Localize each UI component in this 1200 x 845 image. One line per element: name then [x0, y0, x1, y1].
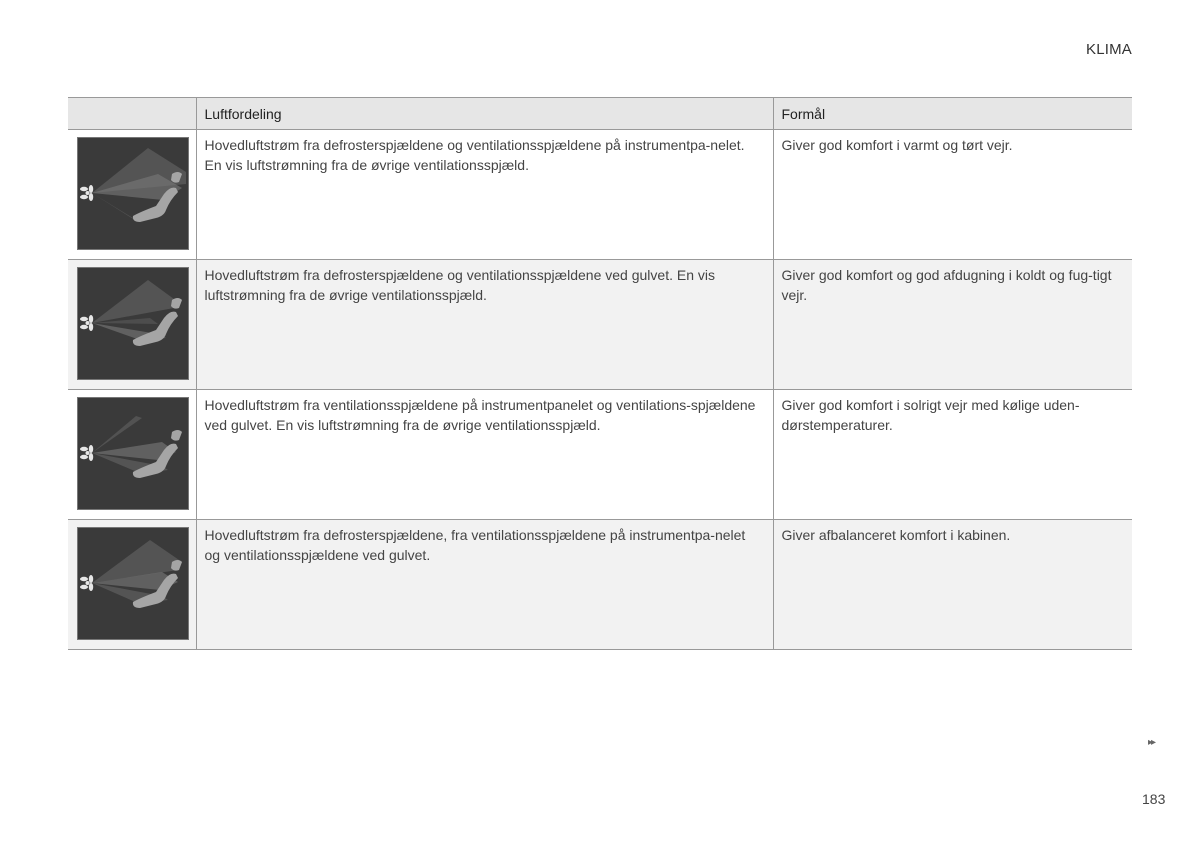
column-header-icon — [68, 98, 196, 130]
purpose-cell — [773, 390, 1132, 520]
icon-cell — [68, 520, 196, 650]
table-header-row — [68, 98, 1132, 130]
description-text: Hovedluftstrøm fra ventilationsspjældene på instrumentpanelet og ventilations-spjældene ved gulvet. En vis luftstrømning fra de øvrige ventilationsspjæld. — [204, 397, 756, 433]
purpose-cell — [773, 520, 1132, 650]
table-row — [68, 390, 1132, 520]
airflow-defroster-dashboard-icon — [77, 137, 189, 250]
purpose-cell — [773, 260, 1132, 390]
purpose-text: Giver god komfort i solrigt vejr med kølige uden-dørstemperaturer. — [781, 397, 1080, 433]
airflow-dashboard-floor-icon — [77, 397, 189, 510]
purpose-cell — [773, 130, 1132, 260]
table-row — [68, 130, 1132, 260]
airflow-all-vents-icon — [77, 527, 189, 640]
description-text: Hovedluftstrøm fra defrosterspjældene og ventilationsspjældene ved gulvet. En vis luftstrømning fra de øvrige ventilationsspjæld. — [204, 267, 715, 303]
description-text: Hovedluftstrøm fra defrosterspjældene, fra ventilationsspjældene på instrumentpa-nelet og ventilationsspjældene ved gulvet. — [204, 527, 746, 563]
airflow-defroster-floor-icon — [77, 267, 189, 380]
air-distribution-table — [68, 97, 1132, 650]
description-text: Hovedluftstrøm fra defrosterspjældene og ventilationsspjældene på instrumentpa-nelet. En vis luftstrømning fra de øvrige ventilationsspjæld. — [204, 137, 745, 173]
table-row — [68, 260, 1132, 390]
purpose-text: Giver god komfort og god afdugning i koldt og fug-tigt vejr. — [781, 267, 1112, 303]
icon-cell — [68, 260, 196, 390]
description-cell — [196, 390, 773, 520]
page-number: 183 — [1142, 791, 1166, 807]
column-header-purpose: Formål — [773, 98, 1132, 130]
description-cell — [196, 260, 773, 390]
description-cell — [196, 520, 773, 650]
purpose-text: Giver god komfort i varmt og tørt vejr. — [781, 137, 1013, 153]
next-page-indicator-icon: ▸▸ — [1148, 737, 1155, 748]
table-row — [68, 520, 1132, 650]
purpose-text: Giver afbalanceret komfort i kabinen. — [781, 527, 1011, 543]
description-cell — [196, 130, 773, 260]
section-title: KLIMA — [1085, 41, 1132, 58]
column-header-distribution: Luftfordeling — [196, 98, 773, 130]
icon-cell — [68, 130, 196, 260]
icon-cell — [68, 390, 196, 520]
